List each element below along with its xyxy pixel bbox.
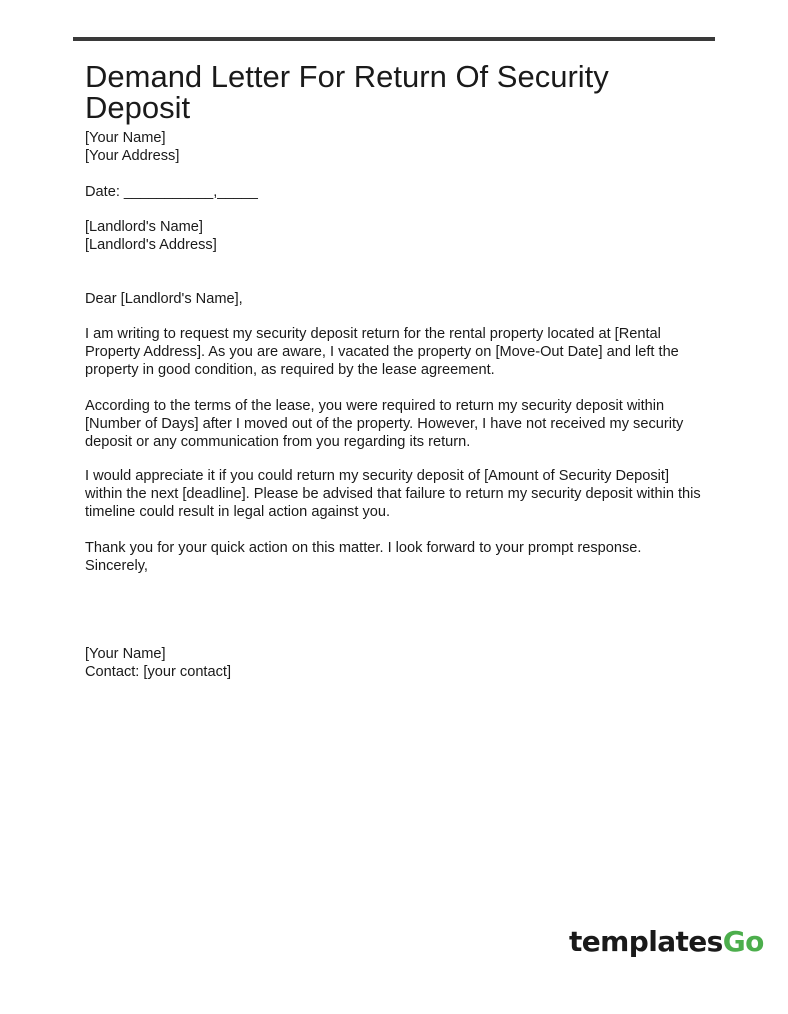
- closing-line: Thank you for your quick action on this matter. I look forward to your prompt response.: [85, 540, 642, 556]
- paragraph-1: I am writing to request my security deposit return for the rental property located at [Rental Property Address]. As you are aware, I vacated the property on [Move-Out Date] and left the property in good condition, as required by the lease agreement.: [85, 326, 679, 378]
- sender-block: [85, 129, 705, 165]
- paragraph-3: I would appreciate it if you could return my security deposit of [Amount of Security Deposit] within the next [deadline]. Please be advised that failure to return my security deposit within this timeline could result in legal action against you.: [85, 468, 701, 520]
- closing-block: [85, 539, 705, 575]
- valediction: Sincerely,: [85, 558, 148, 574]
- sender-name: [Your Name]: [85, 130, 166, 146]
- paragraph-2: According to the terms of the lease, you were required to return my security deposit within [Number of Days] after I moved out of the property. However, I have not received my security deposit or any communication from you regarding its return.: [85, 398, 684, 450]
- document-title: Demand Letter For Return Of Security Deposit: [85, 59, 609, 125]
- sender-address: [Your Address]: [85, 148, 180, 164]
- templatesgo-logo: [569, 922, 764, 962]
- logo-text-templates: templates: [569, 925, 723, 958]
- signature-block: [85, 645, 705, 681]
- logo-text-go: Go: [722, 925, 764, 958]
- signature-contact: Contact: [your contact]: [85, 664, 232, 680]
- salutation: Dear [Landlord's Name],: [85, 291, 243, 307]
- recipient-block: [85, 218, 705, 254]
- signature-name: [Your Name]: [85, 646, 166, 662]
- recipient-name: [Landlord's Name]: [85, 219, 203, 235]
- date-line: Date: ___________,_____: [85, 184, 258, 200]
- top-divider: [73, 37, 715, 41]
- recipient-address: [Landlord's Address]: [85, 237, 217, 253]
